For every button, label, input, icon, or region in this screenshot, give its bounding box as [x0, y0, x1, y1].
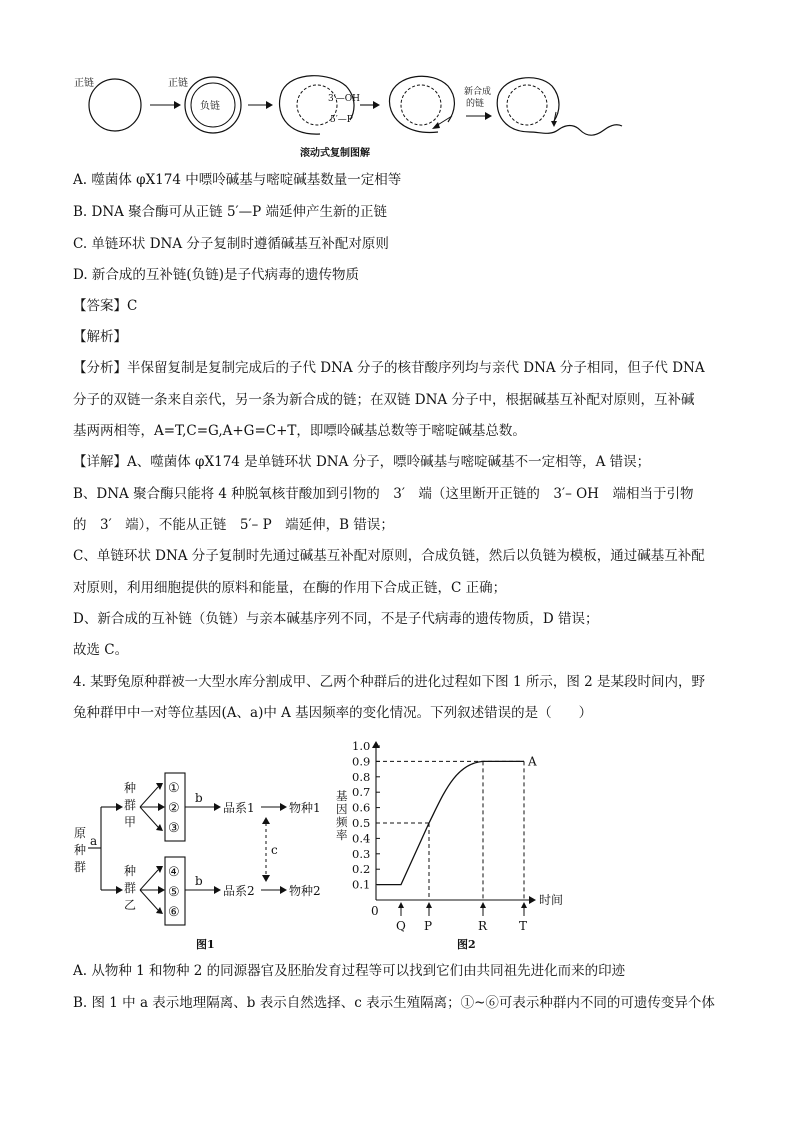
q3-option-c: C. 单链环状 DNA 分子复制时遵循碱基互补配对原则: [73, 236, 389, 252]
chart-y-tick-label: 0.2: [352, 862, 371, 877]
chart-x-tick-arrowhead: [521, 902, 527, 908]
label-new-strand-1: 新合成: [464, 87, 492, 97]
chart-caption: 图2: [457, 938, 476, 951]
chart-x-tick-label-T: T: [519, 919, 528, 933]
fig1-strain-2: 品系2: [223, 884, 255, 898]
chart-x-label: 时间: [539, 893, 564, 907]
q3-detail-line-7: 故选 C。: [73, 642, 129, 658]
chart-series-end-label: A: [528, 754, 537, 769]
chart-y-tick-label: 0.3: [352, 846, 371, 861]
chart-y-label: 基因频率: [336, 789, 348, 842]
chart-y-tick-label: 0.4: [352, 831, 371, 846]
label-negative-strand: 负链: [200, 101, 220, 112]
fig1-population-jia-1: 种: [124, 781, 137, 795]
q4-option-b: B. 图 1 中 a 表示地理隔离、b 表示自然选择、c 表示生殖隔离；①~⑥可表示种群内不同的可遗传变异个体: [73, 995, 715, 1011]
fig1-population-yi-2: 群: [124, 881, 137, 895]
fig1-label-b-top: b: [195, 791, 203, 805]
q3-detail-line-2: B、DNA 聚合酶只能将 4 种脱氧核苷酸加到引物的 3′ 端（这里断开正链的 3′– OH 端相当于引物: [73, 486, 694, 502]
q3-option-d: D. 新合成的互补链(负链)是子代病毒的遗传物质: [73, 267, 359, 283]
fig1-population-yi-3: 乙: [124, 898, 137, 912]
rolling-figure-caption: 滚动式复制图解: [300, 148, 370, 159]
rolling-replication-figure: [60, 66, 630, 166]
fig1-variant-2: ②: [168, 801, 180, 816]
fig1-label-b-bottom: b: [195, 874, 203, 888]
fig1-variant-5: ⑤: [168, 885, 180, 900]
q4-option-a: A. 从物种 1 和物种 2 的同源器官及胚胎发育过程等可以找到它们由共同祖先进化而来的印迹: [73, 963, 626, 979]
chart-x-tick-label-Q: Q: [396, 919, 406, 933]
fig1-label-c: c: [271, 843, 278, 857]
fig1-label-a: a: [90, 834, 98, 848]
chart-x-tick-arrowhead: [480, 902, 486, 908]
fig1-variant-1: ①: [168, 781, 180, 796]
fig1-population-jia-2: 群: [124, 798, 137, 812]
fig1-original-population-2: 种: [74, 843, 87, 857]
q3-detail-line-4: C、单链环状 DNA 分子复制时先通过碱基互补配对原则，合成负链，然后以负链为模板，通过碱基互补配: [73, 548, 705, 564]
label-new-strand-2: 的链: [466, 99, 485, 109]
figure-2-allele-frequency-chart: [330, 730, 590, 955]
fig1-strain-1: 品系1: [223, 801, 255, 815]
q3-analysis-line-2: 分子的双链一条来自亲代，另一条为新合成的链；在双链 DNA 分子中，根据碱基互补配对原则，互补碱: [73, 392, 695, 408]
q3-analysis-line-1: 【分析】半保留复制是复制完成后的子代 DNA 分子的核苷酸序列均与亲代 DNA 分子相同，但子代 DNA: [73, 360, 705, 376]
fig1-original-population-1: 原: [74, 826, 87, 840]
chart-x-tick-arrowhead: [398, 902, 404, 908]
q3-option-a: A. 噬菌体 φX174 中嘌呤碱基与嘧啶碱基数量一定相等: [73, 172, 402, 188]
label-3-oh: 3′—OH: [328, 94, 360, 104]
q3-analysis-head: 【解析】: [73, 329, 127, 345]
q4-stem-line-1: 4. 某野兔原种群被一大型水库分割成甲、乙两个种群后的进化过程如下图 1 所示，图 2 是某段时间内，野: [73, 674, 706, 690]
chart-y-tick-label: 0.9: [352, 754, 371, 769]
chart-x-tick-label-R: R: [478, 919, 488, 933]
fig1-variant-3: ③: [168, 821, 180, 836]
chart-x-tick-arrowhead: [426, 902, 432, 908]
fig1-original-population-3: 群: [74, 860, 87, 874]
chart-y-tick-label: 0.7: [352, 785, 371, 800]
chart-origin-label: 0: [371, 904, 379, 918]
figure-1-evolution-diagram: [68, 765, 348, 955]
q3-analysis-line-3: 基两两相等，A=T,C=G,A+G=C+T，即嘌呤碱基总数等于嘧啶碱基总数。: [73, 423, 526, 439]
fig1-population-yi-1: 种: [124, 864, 137, 878]
q3-detail-line-1: 【详解】A、噬菌体 φX174 是单链环状 DNA 分子，嘌呤碱基与嘧啶碱基不一定相等，A 错误；: [73, 454, 651, 470]
fig1-caption: 图1: [196, 938, 215, 951]
fig1-variant-4: ④: [168, 865, 180, 880]
q3-detail-line-3: 的 3′ 端），不能从正链 5′– P 端延伸，B 错误；: [73, 517, 394, 533]
fig1-species-1: 物种1: [289, 801, 321, 815]
label-5-p: 5′—P: [330, 115, 353, 125]
positive-strand-circle: [89, 79, 141, 131]
label-positive-strand-2: 正链: [168, 78, 188, 89]
fig1-species-2: 物种2: [289, 884, 321, 898]
q3-detail-line-5: 对原则，利用细胞提供的原料和能量，在酶的作用下合成正链，C 正确；: [73, 580, 507, 596]
label-positive-strand-1: 正链: [74, 78, 94, 89]
fig1-population-jia-3: 甲: [124, 815, 137, 829]
chart-x-tick-label-P: P: [424, 919, 433, 933]
chart-y-tick-label: 0.8: [352, 769, 371, 784]
chart-y-tick-label: 0.5: [352, 816, 371, 830]
q3-answer: 【答案】C: [73, 298, 138, 314]
fig1-variant-6: ⑥: [168, 905, 180, 920]
q3-option-b: B. DNA 聚合酶可从正链 5′—P 端延伸产生新的正链: [73, 204, 387, 220]
chart-y-tick-label: 1.0: [352, 739, 371, 753]
q3-detail-line-6: D、新合成的互补链（负链）与亲本碱基序列不同，不是子代病毒的遗传物质，D 错误；: [73, 611, 599, 627]
q4-stem-line-2: 兔种群甲中一对等位基因(A、a)中 A 基因频率的变化情况。下列叙述错误的是（ ）: [73, 705, 593, 721]
chart-y-tick-label: 0.6: [352, 800, 371, 815]
chart-y-tick-label: 0.1: [352, 877, 371, 892]
